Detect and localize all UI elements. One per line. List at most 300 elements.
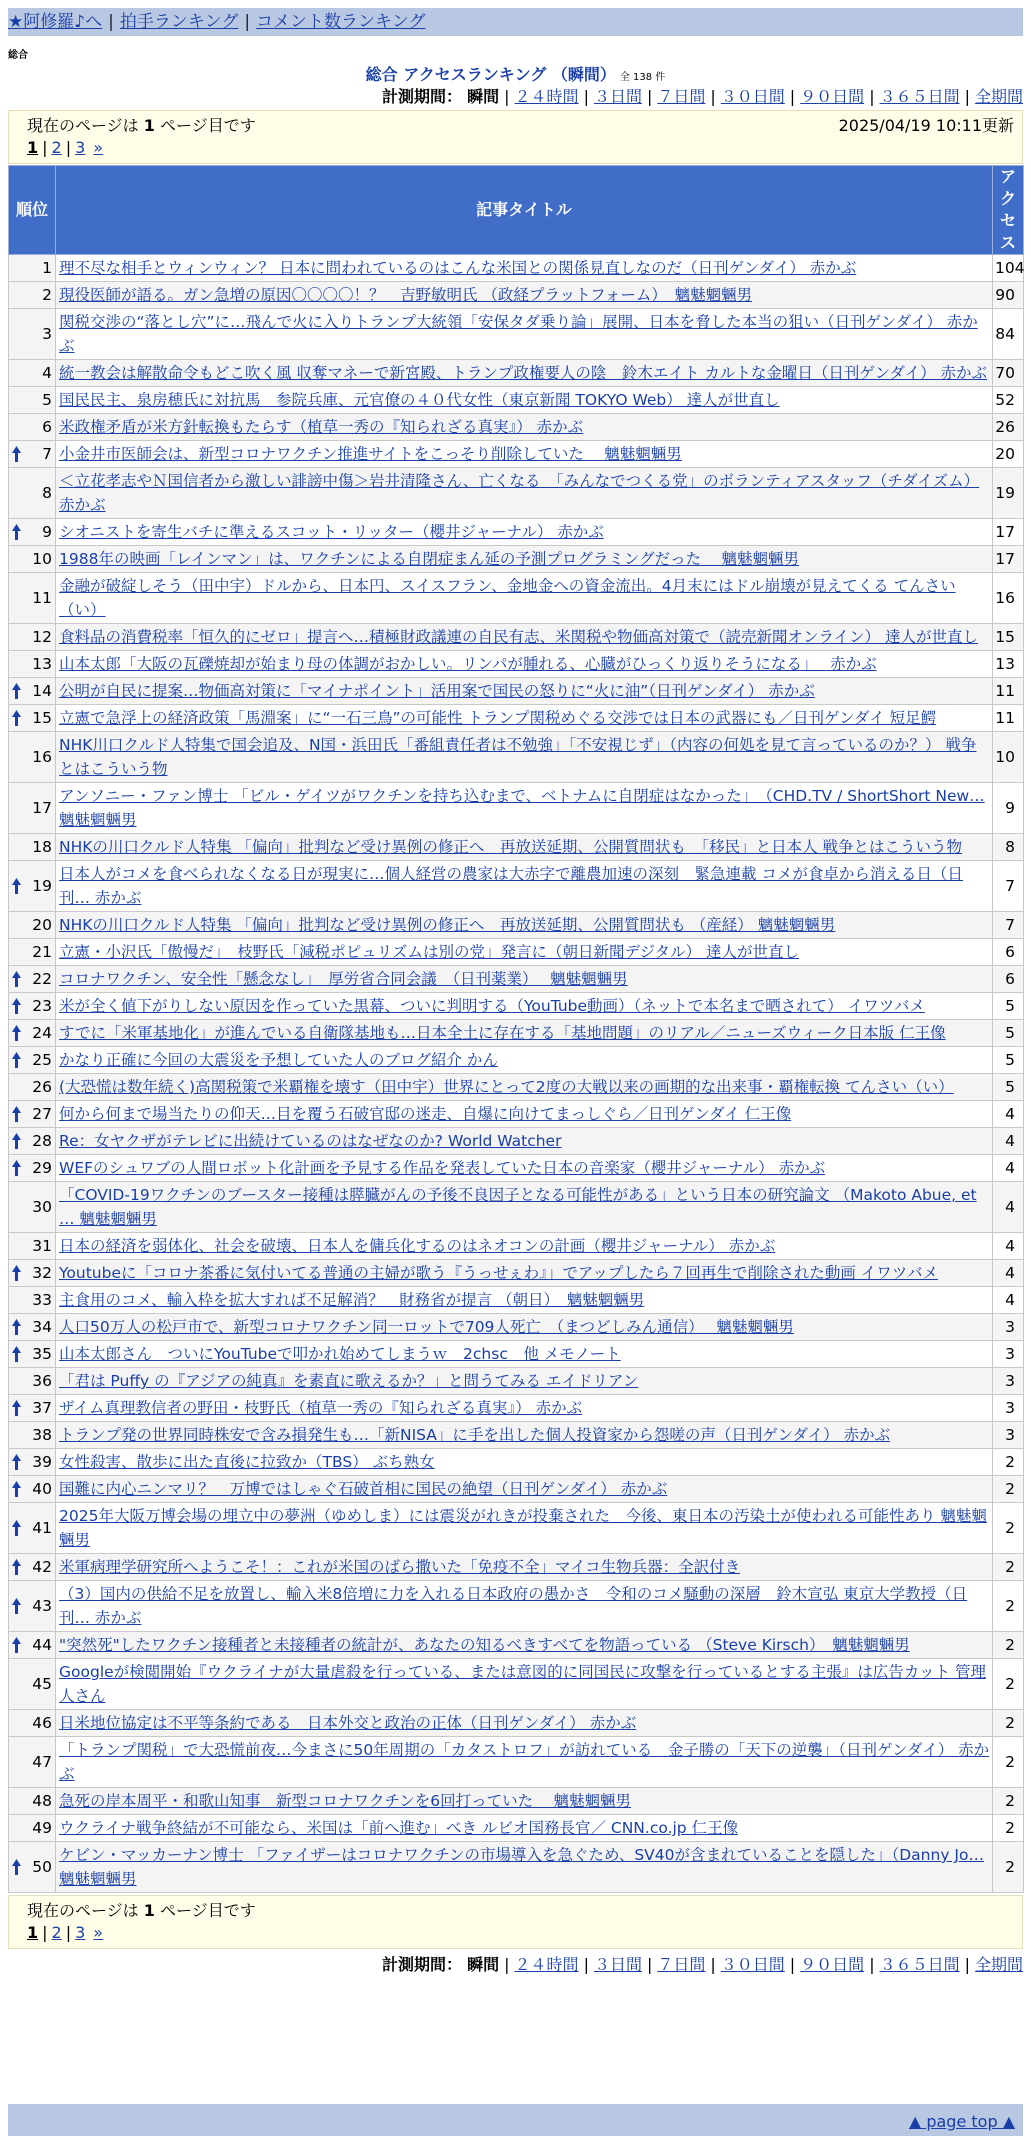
article-link[interactable]: 国難に内心ニンマリ？ 万博ではしゃぐ石破首相に国民の絶望（日刊ゲンダイ） 赤かぶ	[59, 1480, 668, 1498]
rank-cell	[9, 1128, 56, 1155]
rank-cell	[9, 1233, 56, 1260]
access-count: 16	[993, 573, 1024, 624]
title-cell	[56, 468, 993, 519]
table-row	[9, 939, 1024, 966]
rank-cell	[9, 1842, 56, 1893]
title-cell	[56, 1155, 993, 1182]
rank-number: 17	[32, 799, 52, 817]
period-link-all[interactable]: 全期間	[974, 1955, 1023, 1974]
article-link[interactable]: 現役医師が語る。ガン急増の原因〇〇〇〇！？ 吉野敏明氏 （政経プラットフォーム） 魑魅魍魎男	[59, 286, 753, 304]
rank-cell	[9, 309, 56, 360]
article-link[interactable]: 山本太郎さん ついにYouTubeで叩かれ始めてしまうｗ 2chsc 他 メモノート	[59, 1345, 621, 1363]
rank-cell	[9, 1368, 56, 1395]
up-arrow-icon	[12, 1160, 21, 1176]
access-count: 17	[993, 519, 1024, 546]
rank-number: 36	[32, 1372, 52, 1390]
title-cell	[56, 651, 993, 678]
period-current: 瞬間	[467, 87, 500, 106]
table-row	[9, 519, 1024, 546]
rank-cell	[9, 783, 56, 834]
rank-number: 32	[32, 1264, 52, 1282]
rank-number: 21	[32, 943, 52, 961]
rank-cell	[9, 1815, 56, 1842]
rank-number: 10	[32, 550, 52, 568]
rank-cell	[9, 1074, 56, 1101]
up-arrow-icon	[12, 1025, 21, 1041]
up-arrow-icon	[12, 1637, 21, 1653]
nav-link-asyura[interactable]: ★阿修羅♪へ	[8, 12, 103, 32]
access-count: 20	[993, 441, 1024, 468]
rank-cell	[9, 1788, 56, 1815]
article-link[interactable]: 2025年大阪万博会場の埋立中の夢洲（ゆめしま）には震災がれきが投棄された 今後、東日本の汚染土が使われる可能性あり 魑魅魍魎男	[59, 1507, 987, 1549]
table-row	[9, 678, 1024, 705]
table-row	[9, 1101, 1024, 1128]
access-count: 3	[993, 1422, 1024, 1449]
table-row	[9, 912, 1024, 939]
article-link[interactable]: 1988年の映画「レインマン」は、ワクチンによる自閉症まん延の予測プログラミングだった 魑魅魍魎男	[59, 550, 800, 568]
title-cell	[56, 309, 993, 360]
table-row	[9, 834, 1024, 861]
period-link-30d[interactable]: ３０日間	[720, 87, 785, 106]
rank-cell	[9, 468, 56, 519]
article-link[interactable]: 食料品の消費税率「恒久的にゼロ」提言へ…積極財政議連の自民有志、米関税や物価高対策で（読売新聞オンライン） 達人が世直し	[59, 628, 978, 646]
up-arrow-icon	[12, 1454, 21, 1470]
table-row	[9, 1314, 1024, 1341]
up-arrow-icon	[12, 1133, 21, 1149]
access-count: 2	[993, 1449, 1024, 1476]
period-link-7d[interactable]: ７日間	[657, 1955, 706, 1974]
article-link[interactable]: NHKの川口クルド人特集 「偏向」批判など受け異例の修正へ 再放送延期、公開質問状も （産経） 魑魅魍魎男	[59, 916, 836, 934]
rank-cell	[9, 1710, 56, 1737]
rank-number: 18	[32, 838, 52, 856]
rank-number: 44	[32, 1636, 52, 1654]
access-count: 3	[993, 1314, 1024, 1341]
title-cell	[56, 1476, 993, 1503]
article-link[interactable]: 金融が破綻しそう（田中宇）ドルから、日本円、スイスフラン、金地金への資金流出。4月末にはドル崩壊が見えてくる てんさい（い）	[59, 577, 956, 619]
access-count: 2	[993, 1815, 1024, 1842]
access-count: 2	[993, 1737, 1024, 1788]
page-link-2[interactable]: 2	[51, 1923, 62, 1942]
title-cell	[56, 1422, 993, 1449]
title-cell	[56, 1128, 993, 1155]
title-cell	[56, 834, 993, 861]
title-cell	[56, 573, 993, 624]
title-cell	[56, 1632, 993, 1659]
table-row	[9, 1842, 1024, 1893]
rank-number: 27	[32, 1105, 52, 1123]
rank-cell	[9, 1260, 56, 1287]
article-link[interactable]: 急死の岸本周平・和歌山知事 新型コロナワクチンを6回打っていた 魑魅魍魎男	[59, 1792, 632, 1810]
rank-number: 23	[32, 997, 52, 1015]
rank-cell	[9, 678, 56, 705]
pagination-bottom: 1 | 2 | 3 »	[27, 1923, 104, 1942]
rank-cell	[9, 993, 56, 1020]
ranking-heading	[0, 62, 1031, 85]
article-link[interactable]: 理不尽な相手とウィンウィン？ 日本に問われているのはこんな米国との関係見直しなのだ（日刊ゲンダイ） 赤かぶ	[59, 259, 857, 277]
up-arrow-icon	[12, 1559, 21, 1575]
rank-number: 45	[32, 1675, 52, 1693]
title-cell	[56, 1395, 993, 1422]
rank-cell	[9, 834, 56, 861]
access-count: 17	[993, 546, 1024, 573]
rank-cell	[9, 1155, 56, 1182]
article-link[interactable]: 米軍病理学研究所へようこそ！：これが米国のばら撒いた「免疫不全」マイコ生物兵器：全訳付き	[59, 1558, 741, 1576]
rank-cell	[9, 519, 56, 546]
rank-cell	[9, 1503, 56, 1554]
rank-number: 7	[42, 445, 52, 463]
access-count: 2	[993, 1842, 1024, 1893]
article-link[interactable]: ＜立花孝志やＮ国信者から激しい誹謗中傷＞岩井清隆さん、亡くなる 「みんなでつくる党」のボランティアスタッフ（チダイズム） 赤かぶ	[59, 472, 980, 514]
period-link-all[interactable]: 全期間	[974, 87, 1023, 106]
title-cell	[56, 705, 993, 732]
title-cell	[56, 1581, 993, 1632]
up-arrow-icon	[12, 1346, 21, 1362]
page-title: 総合 アクセスランキング （瞬間）	[365, 65, 616, 84]
table-row	[9, 1128, 1024, 1155]
article-link[interactable]: 日本人がコメを食べられなくなる日が現実に…個人経営の農家は大赤字で離農加速の深刻 緊急連載 コメが食卓から消える日（日刊… 赤かぶ	[59, 865, 963, 907]
article-link[interactable]: NHKの川口クルド人特集 「偏向」批判など受け異例の修正へ 再放送延期、公開質問状も 「移民」と日本人 戦争とはこういう物	[59, 838, 963, 856]
access-count: 52	[993, 387, 1024, 414]
rank-number: 24	[32, 1024, 52, 1042]
page-top-link[interactable]: ▲ page top ▲	[908, 2112, 1015, 2131]
title-cell	[56, 678, 993, 705]
article-link[interactable]: 何から何まで場当たりの仰天…目を覆う石破官邸の迷走、自爆に向けてまっしぐら／日刊ゲンダイ 仁王像	[59, 1105, 792, 1123]
title-cell	[56, 1554, 993, 1581]
page-link-2[interactable]: 2	[51, 138, 62, 157]
access-count: 4	[993, 1287, 1024, 1314]
table-row	[9, 1182, 1024, 1233]
title-cell	[56, 1710, 993, 1737]
title-cell	[56, 1101, 993, 1128]
article-link[interactable]: 統一教会は解散命令もどこ吹く風 収奪マネーで新宮殿、トランプ政権要人の陰 鈴木エイト カルトな金曜日（日刊ゲンダイ） 赤かぶ	[59, 364, 988, 382]
period-link-90d[interactable]: ９０日間	[800, 87, 865, 106]
table-row	[9, 1368, 1024, 1395]
rank-number: 22	[32, 970, 52, 988]
period-label: 計測期間：	[382, 87, 463, 106]
article-link[interactable]: Re：女ヤクザがテレビに出続けているのはなぜなのか? World Watcher	[59, 1132, 562, 1150]
rank-cell	[9, 1182, 56, 1233]
access-count: 11	[993, 705, 1024, 732]
title-cell	[56, 1341, 993, 1368]
table-row	[9, 573, 1024, 624]
article-link[interactable]: 公明が自民に提案…物価高対策に「マイナポイント」活用案で国民の怒りに“火に油”（日刊ゲンダイ） 赤かぶ	[59, 682, 815, 700]
access-count: 6	[993, 966, 1024, 993]
access-count: 104	[993, 255, 1024, 282]
rank-cell	[9, 573, 56, 624]
rank-number: 14	[32, 682, 52, 700]
table-row	[9, 1287, 1024, 1314]
table-header-row	[9, 166, 1024, 255]
table-row	[9, 651, 1024, 678]
rank-cell	[9, 651, 56, 678]
rank-number: 31	[32, 1237, 52, 1255]
table-row	[9, 966, 1024, 993]
table-row	[9, 414, 1024, 441]
rank-cell	[9, 414, 56, 441]
category-label: 総合	[8, 50, 28, 61]
article-link[interactable]: 小金井市医師会は、新型コロナワクチン推進サイトをこっそり削除していた 魑魅魍魎男	[59, 445, 682, 463]
access-count: 4	[993, 1260, 1024, 1287]
page-link-3[interactable]: 3	[75, 1923, 86, 1942]
article-link[interactable]: ケビン・マッカーナン博士 「ファイザーはコロナワクチンの市場導入を急ぐため、SV40が含まれていることを隠した」（Danny Jo… 魑魅魍魎男	[59, 1846, 984, 1888]
title-cell	[56, 1047, 993, 1074]
table-row	[9, 1341, 1024, 1368]
article-link[interactable]: WEFのシュワブの人間ロボット化計画を予見する作品を発表していた日本の音楽家（櫻井ジャーナル） 赤かぶ	[59, 1159, 826, 1177]
title-cell	[56, 993, 993, 1020]
ranking-table	[8, 165, 1024, 1893]
top-nav-bar	[8, 8, 1023, 36]
article-link[interactable]: Youtubeに「コロナ茶番に気付いてる普通の主婦が歌う『うっせぇわ』」でアップしたら７回再生で削除された動画 イワツバメ	[59, 1264, 938, 1282]
article-link[interactable]: ザイム真理教信者の野田・枝野氏（植草一秀の『知られざる真実』） 赤かぶ	[59, 1399, 583, 1417]
period-link-7d[interactable]: ７日間	[657, 87, 706, 106]
access-count: 5	[993, 1020, 1024, 1047]
title-cell	[56, 1368, 993, 1395]
access-count: 3	[993, 1341, 1024, 1368]
rank-number: 29	[32, 1159, 52, 1177]
rank-number: 48	[32, 1792, 52, 1810]
access-count: 2	[993, 1503, 1024, 1554]
access-count: 5	[993, 1074, 1024, 1101]
period-link-30d[interactable]: ３０日間	[720, 1955, 785, 1974]
rank-number: 42	[32, 1558, 52, 1576]
nav-separator: |	[244, 12, 251, 32]
article-link[interactable]: シオニストを寄生バチに準えるスコット・リッター（櫻井ジャーナル） 赤かぶ	[59, 523, 604, 541]
access-count: 3	[993, 1395, 1024, 1422]
article-link[interactable]: Googleが検閲開始『ウクライナが大量虐殺を行っている、または意図的に同国民に攻撃を行っているとする主張』は広告カット 管理人さん	[59, 1663, 986, 1705]
column-header-rank: 順位	[9, 166, 56, 255]
title-cell	[56, 1788, 993, 1815]
table-row	[9, 1449, 1024, 1476]
rank-cell	[9, 1659, 56, 1710]
access-count: 84	[993, 309, 1024, 360]
title-cell	[56, 441, 993, 468]
rank-cell	[9, 966, 56, 993]
title-cell	[56, 414, 993, 441]
article-link[interactable]: すでに「米軍基地化」が進んでいる自衛隊基地も…日本全土に存在する「基地問題」のリアル／ニューズウィーク日本版 仁王像	[59, 1024, 946, 1042]
article-link[interactable]: 日米地位協定は不平等条約である 日本外交と政治の正体（日刊ゲンダイ） 赤かぶ	[59, 1714, 637, 1732]
table-row	[9, 1395, 1024, 1422]
rank-number: 16	[32, 748, 52, 766]
title-cell	[56, 519, 993, 546]
access-count: 2	[993, 1659, 1024, 1710]
access-count: 26	[993, 414, 1024, 441]
rank-number: 5	[42, 391, 52, 409]
rank-number: 49	[32, 1819, 52, 1837]
title-cell	[56, 939, 993, 966]
article-link[interactable]: "突然死"したワクチン接種者と未接種者の統計が、あなたの知るべきすべてを物語っている （Steve Kirsch） 魑魅魍魎男	[59, 1636, 910, 1654]
up-arrow-icon	[12, 1106, 21, 1122]
title-cell	[56, 1659, 993, 1710]
article-link[interactable]: 日本の経済を弱体化、社会を破壊、日本人を傭兵化するのはネオコンの計画（櫻井ジャーナル） 赤かぶ	[59, 1237, 776, 1255]
title-cell	[56, 1842, 993, 1893]
up-arrow-icon	[12, 1265, 21, 1281]
title-cell	[56, 360, 993, 387]
rank-cell	[9, 1287, 56, 1314]
access-count: 2	[993, 1788, 1024, 1815]
rank-number: 15	[32, 709, 52, 727]
article-link[interactable]: 立憲で急浮上の経済政策「馬淵案」に“一石三鳥”の可能性 トランプ関税めぐる交渉では日本の武器にも／日刊ゲンダイ 短足鰐	[59, 709, 937, 727]
column-header-title: 記事タイトル	[56, 166, 993, 255]
table-row	[9, 1815, 1024, 1842]
rank-cell	[9, 912, 56, 939]
rank-number: 50	[32, 1858, 52, 1876]
rank-number: 8	[42, 484, 52, 502]
rank-cell	[9, 732, 56, 783]
article-link[interactable]: アンソニー・ファン博士 「ビル・ゲイツがワクチンを持ち込むまで、ベトナムに自閉症はなかった」 （CHD.TV / ShortShort New… 魑魅魍魎男	[59, 787, 985, 829]
rank-number: 1	[42, 259, 52, 277]
rank-number: 12	[32, 628, 52, 646]
rank-number: 33	[32, 1291, 52, 1309]
table-row	[9, 993, 1024, 1020]
access-count: 4	[993, 1182, 1024, 1233]
page-link-current[interactable]: 1	[27, 138, 39, 157]
access-count: 2	[993, 1554, 1024, 1581]
article-link[interactable]: トランプ発の世界同時株安で含み損発生も…「新NISA」に手を出した個人投資家から怨嗟の声（日刊ゲンダイ） 赤かぶ	[59, 1426, 891, 1444]
rank-cell	[9, 1020, 56, 1047]
page-info-bottom	[8, 1895, 1023, 1949]
access-count: 4	[993, 1155, 1024, 1182]
article-link[interactable]: 米が全く値下がりしない原因を作っていた黒幕、ついに判明する（YouTube動画）（ネットで本名まで晒されて） イワツバメ	[59, 997, 925, 1015]
period-link-24h[interactable]: ２４時間	[514, 1955, 579, 1974]
table-row	[9, 546, 1024, 573]
page-link-next[interactable]: »	[93, 1923, 104, 1942]
rank-number: 2	[42, 286, 52, 304]
access-count: 7	[993, 861, 1024, 912]
access-count: 9	[993, 783, 1024, 834]
access-count: 15	[993, 624, 1024, 651]
article-link[interactable]: かなり正確に今回の大震災を予想していた人のブログ紹介 かん	[59, 1051, 498, 1069]
rank-number: 43	[32, 1597, 52, 1615]
rank-cell	[9, 1422, 56, 1449]
rank-number: 20	[32, 916, 52, 934]
rank-cell	[9, 1632, 56, 1659]
table-row	[9, 1155, 1024, 1182]
access-count: 70	[993, 360, 1024, 387]
table-row	[9, 282, 1024, 309]
total-count: 全 138 件	[619, 72, 666, 83]
article-link[interactable]: 女性殺害、散歩に出た直後に拉致か（TBS） ぶち熟女	[59, 1453, 435, 1471]
title-cell	[56, 732, 993, 783]
rank-cell	[9, 387, 56, 414]
period-link-3d[interactable]: ３日間	[593, 1955, 642, 1974]
table-row	[9, 1503, 1024, 1554]
rank-cell	[9, 1395, 56, 1422]
article-link[interactable]: 立憲・小沢氏「傲慢だ」 枝野氏「減税ポピュリズムは別の党」発言に（朝日新聞デジタル） 達人が世直し	[59, 943, 799, 961]
access-count: 90	[993, 282, 1024, 309]
title-cell	[56, 1815, 993, 1842]
title-cell	[56, 966, 993, 993]
rank-cell	[9, 939, 56, 966]
access-count: 8	[993, 834, 1024, 861]
access-count: 3	[993, 1368, 1024, 1395]
access-count: 5	[993, 1047, 1024, 1074]
up-arrow-icon	[12, 1520, 21, 1536]
period-current: 瞬間	[467, 1955, 500, 1974]
period-link-365d[interactable]: ３６５日間	[879, 1955, 960, 1974]
table-row	[9, 1554, 1024, 1581]
article-link[interactable]: 主食用のコメ、輸入枠を拡大すれば不足解消？ 財務省が提言 （朝日） 魑魅魍魎男	[59, 1291, 645, 1309]
article-link[interactable]: 国民民主、泉房穂氏に対抗馬 参院兵庫、元官僚の４０代女性（東京新聞 TOKYO Web） 達人が世直し	[59, 391, 780, 409]
period-link-24h[interactable]: ２４時間	[514, 87, 579, 106]
footer-bar	[8, 2104, 1023, 2136]
table-row	[9, 1737, 1024, 1788]
access-count: 5	[993, 993, 1024, 1020]
table-row	[9, 1074, 1024, 1101]
up-arrow-icon	[12, 1400, 21, 1416]
title-cell	[56, 1314, 993, 1341]
table-row	[9, 1632, 1024, 1659]
article-link[interactable]: 人口50万人の松戸市で、新型コロナワクチン同一ロットで709人死亡 （まつどしみん通信） 魑魅魍魎男	[59, 1318, 794, 1336]
page-link-next[interactable]: »	[93, 138, 104, 157]
nav-link-applause-ranking[interactable]: 拍手ランキング	[119, 12, 239, 32]
article-link[interactable]: 山本太郎「大阪の瓦礫焼却が始まり母の体調がおかしい。リンパが腫れる、心臓がひっくり返りそうになる」 赤かぶ	[59, 655, 877, 673]
current-page-text: 現在のページは 1 ページ目です	[27, 1901, 256, 1920]
page-info-top	[8, 110, 1023, 164]
period-link-3d[interactable]: ３日間	[593, 87, 642, 106]
article-link[interactable]: コロナワクチン、安全性「懸念なし」 厚労省合同会議 （日刊薬業） 魑魅魍魎男	[59, 970, 628, 988]
access-count: 2	[993, 1632, 1024, 1659]
title-cell	[56, 1260, 993, 1287]
rank-number: 37	[32, 1399, 52, 1417]
table-row	[9, 1710, 1024, 1737]
table-row	[9, 732, 1024, 783]
rank-number: 40	[32, 1480, 52, 1498]
page-link-3[interactable]: 3	[75, 138, 86, 157]
title-cell	[56, 783, 993, 834]
article-link[interactable]: 「トランプ関税」で大恐慌前夜…今まさに50年周期の「カタストロフ」が訪れている 金子勝の「天下の逆襲」（日刊ゲンダイ） 赤かぶ	[59, 1741, 990, 1783]
rank-number: 38	[32, 1426, 52, 1444]
rank-cell	[9, 1341, 56, 1368]
pagination-top: 1 | 2 | 3 »	[27, 138, 104, 157]
table-row	[9, 1233, 1024, 1260]
article-link[interactable]: (大恐慌は数年続く)高関税策で米覇権を壊す（田中宇）世界にとって2度の大戦以来の画期的な出来事・覇権転換 てんさい（い）	[59, 1078, 954, 1096]
article-link[interactable]: 関税交渉の“落とし穴”に…飛んで火に入りトランプ大統領「安保タダ乗り論」展開、日本を脅した本当の狙い（日刊ゲンダイ） 赤かぶ	[59, 313, 978, 355]
article-link[interactable]: ウクライナ戦争終結が不可能なら、米国は「前へ進む」べき ルビオ国務長官／ CNN.co.jp 仁王像	[59, 1819, 739, 1837]
table-row	[9, 861, 1024, 912]
rank-cell	[9, 1101, 56, 1128]
title-cell	[56, 1737, 993, 1788]
period-link-90d[interactable]: ９０日間	[800, 1955, 865, 1974]
article-link[interactable]: 「君は Puffy の『アジアの純真』を素直に歌えるか？」と問うてみる エイドリアン	[59, 1372, 639, 1390]
table-row	[9, 705, 1024, 732]
access-count: 11	[993, 678, 1024, 705]
rank-number: 4	[42, 364, 52, 382]
rank-cell	[9, 1476, 56, 1503]
access-count: 10	[993, 732, 1024, 783]
article-link[interactable]: 米政権矛盾が米方針転換もたらす（植草一秀の『知られざる真実』） 赤かぶ	[59, 418, 584, 436]
title-cell	[56, 282, 993, 309]
up-arrow-icon	[12, 683, 21, 699]
article-link[interactable]: NHK川口クルド人特集で国会追及、N国・浜田氏「番組責任者は不勉強」「不安視じず」（内容の何処を見て言っているのか？） 戦争とはこういう物	[59, 736, 977, 778]
rank-number: 35	[32, 1345, 52, 1363]
title-cell	[56, 1020, 993, 1047]
rank-cell	[9, 1737, 56, 1788]
current-page-text: 現在のページは 1 ページ目です	[27, 116, 256, 135]
rank-cell	[9, 441, 56, 468]
article-link[interactable]: （3）国内の供給不足を放置し、輸入米8倍増に力を入れる日本政府の愚かさ 令和のコメ騒動の深層 鈴木宣弘 東京大学教授（日刊… 赤かぶ	[59, 1585, 968, 1627]
rank-number: 28	[32, 1132, 52, 1150]
rank-number: 39	[32, 1453, 52, 1471]
nav-link-comment-ranking[interactable]: コメント数ランキング	[256, 12, 426, 32]
title-cell	[56, 387, 993, 414]
rank-number: 6	[42, 418, 52, 436]
rank-cell	[9, 861, 56, 912]
article-link[interactable]: 「COVID-19ワクチンのブースター接種は膵臓がんの予後不良因子となる可能性がある」という日本の研究論文 （Makoto Abue, et … 魑魅魍魎男	[59, 1186, 977, 1228]
period-link-365d[interactable]: ３６５日間	[879, 87, 960, 106]
title-cell	[56, 1287, 993, 1314]
title-cell	[56, 861, 993, 912]
page-link-current[interactable]: 1	[27, 1923, 39, 1942]
